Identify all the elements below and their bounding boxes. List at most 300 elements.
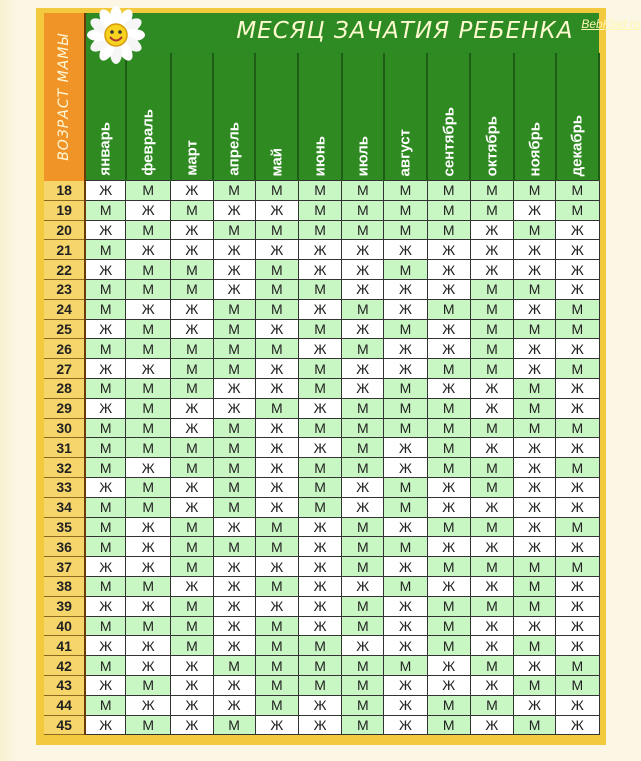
gender-cell: Ж — [85, 319, 125, 339]
table-row — [44, 418, 599, 438]
gender-cell: Ж — [298, 695, 341, 715]
gender-cell: Ж — [126, 537, 171, 557]
table-row — [44, 675, 599, 695]
gender-cell: М — [171, 537, 213, 557]
gender-cell: М — [255, 636, 298, 656]
gender-cell: М — [213, 438, 255, 458]
gender-cell: Ж — [126, 458, 171, 478]
gender-cell: Ж — [342, 636, 384, 656]
gender-cell: М — [514, 675, 556, 695]
gender-cell: Ж — [85, 359, 125, 379]
gender-cell: М — [342, 715, 384, 735]
gender-cell: Ж — [514, 359, 556, 379]
gender-cell: М — [427, 418, 470, 438]
gender-cell: Ж — [171, 418, 213, 438]
month-label: декабрь — [568, 114, 586, 176]
age-cell: 27 — [44, 359, 85, 379]
gender-cell: Ж — [342, 576, 384, 596]
table-row — [44, 181, 599, 201]
gender-cell: Ж — [427, 537, 470, 557]
gender-cell: Ж — [213, 398, 255, 418]
gender-cell: М — [556, 181, 599, 201]
gender-cell: М — [342, 220, 384, 240]
gender-cell: Ж — [514, 438, 556, 458]
table-row — [44, 517, 599, 537]
gender-cell: Ж — [514, 458, 556, 478]
gender-cell: М — [470, 319, 513, 339]
age-cell: 32 — [44, 458, 85, 478]
smiling-daisy-icon — [74, 13, 154, 63]
gender-cell: М — [556, 418, 599, 438]
gender-cell: М — [427, 200, 470, 220]
age-cell: 36 — [44, 537, 85, 557]
gender-cell: Ж — [427, 675, 470, 695]
gender-cell: М — [298, 200, 341, 220]
gender-cell: Ж — [470, 220, 513, 240]
gender-cell: М — [126, 616, 171, 636]
gender-cell: М — [255, 616, 298, 636]
gender-cell: Ж — [342, 260, 384, 280]
gender-cell: М — [556, 517, 599, 537]
gender-cell: Ж — [171, 715, 213, 735]
gender-cell: Ж — [384, 636, 427, 656]
gender-cell: М — [514, 398, 556, 418]
gender-cell: Ж — [298, 517, 341, 537]
gender-cell: Ж — [470, 398, 513, 418]
gender-cell: М — [384, 497, 427, 517]
age-cell: 42 — [44, 656, 85, 676]
gender-cell: Ж — [342, 279, 384, 299]
gender-cell: Ж — [126, 359, 171, 379]
gender-cell: Ж — [298, 260, 341, 280]
table-row — [44, 695, 599, 715]
gender-cell: Ж — [384, 715, 427, 735]
table-row — [44, 656, 599, 676]
gender-cell: Ж — [298, 240, 341, 260]
gender-cell: М — [470, 279, 513, 299]
gender-cell: Ж — [556, 279, 599, 299]
gender-cell: М — [342, 557, 384, 577]
gender-cell: Ж — [427, 319, 470, 339]
table-row — [44, 497, 599, 517]
month-header — [384, 53, 427, 181]
gender-cell: М — [427, 220, 470, 240]
gender-cell: М — [213, 656, 255, 676]
gender-cell: М — [126, 477, 171, 497]
gender-cell: М — [126, 339, 171, 359]
gender-cell: Ж — [298, 616, 341, 636]
gender-cell: М — [514, 576, 556, 596]
gender-cell: Ж — [427, 497, 470, 517]
gender-cell: М — [470, 695, 513, 715]
gender-cell: М — [213, 220, 255, 240]
table-row — [44, 576, 599, 596]
month-header — [342, 53, 384, 181]
gender-cell: Ж — [85, 181, 125, 201]
gender-cell: М — [427, 181, 470, 201]
gender-cell: М — [298, 319, 341, 339]
gender-cell: Ж — [85, 557, 125, 577]
gender-cell: М — [514, 418, 556, 438]
age-cell: 31 — [44, 438, 85, 458]
age-cell: 30 — [44, 418, 85, 438]
gender-cell: М — [342, 418, 384, 438]
age-cell: 23 — [44, 279, 85, 299]
gender-cell: М — [213, 477, 255, 497]
gender-cell: Ж — [384, 279, 427, 299]
gender-cell: М — [427, 398, 470, 418]
gender-cell: Ж — [427, 339, 470, 359]
gender-cell: Ж — [126, 240, 171, 260]
gender-cell: М — [85, 279, 125, 299]
gender-cell: Ж — [384, 359, 427, 379]
gender-cell: Ж — [470, 675, 513, 695]
gender-cell: М — [171, 517, 213, 537]
gender-cell: Ж — [171, 576, 213, 596]
table-row — [44, 715, 599, 735]
gender-cell: Ж — [213, 240, 255, 260]
table-row — [44, 240, 599, 260]
gender-cell: Ж — [171, 656, 213, 676]
gender-cell: М — [85, 299, 125, 319]
gender-cell: М — [427, 438, 470, 458]
gender-cell: Ж — [342, 319, 384, 339]
gender-cell: М — [255, 537, 298, 557]
gender-cell: Ж — [255, 240, 298, 260]
gender-cell: М — [342, 517, 384, 537]
gender-cell: Ж — [556, 260, 599, 280]
gender-cell: М — [126, 220, 171, 240]
gender-cell: Ж — [255, 359, 298, 379]
gender-cell: М — [126, 181, 171, 201]
gender-cell: Ж — [514, 200, 556, 220]
gender-cell: М — [298, 220, 341, 240]
gender-cell: М — [171, 596, 213, 616]
table-row — [44, 477, 599, 497]
gender-cell: М — [556, 675, 599, 695]
gender-cell: М — [342, 596, 384, 616]
gender-cell: Ж — [470, 537, 513, 557]
gender-cell: Ж — [342, 497, 384, 517]
gender-cell: Ж — [384, 557, 427, 577]
table-row — [44, 537, 599, 557]
gender-cell: М — [342, 339, 384, 359]
gender-cell: М — [470, 458, 513, 478]
page-shade — [0, 0, 18, 761]
gender-cell: М — [514, 596, 556, 616]
gender-cell: М — [255, 299, 298, 319]
title-banner — [85, 13, 641, 53]
month-label: март — [183, 140, 201, 176]
gender-cell: Ж — [384, 616, 427, 636]
gender-cell: Ж — [470, 616, 513, 636]
gender-cell: М — [171, 458, 213, 478]
gender-cell: Ж — [556, 576, 599, 596]
gender-cell: Ж — [556, 497, 599, 517]
gender-cell: Ж — [298, 339, 341, 359]
gender-cell: М — [427, 299, 470, 319]
site-link[interactable]: BebKlad.ru — [581, 17, 641, 31]
gender-cell: Ж — [342, 477, 384, 497]
gender-cell: М — [298, 477, 341, 497]
gender-cell: М — [342, 181, 384, 201]
gender-cell: Ж — [85, 398, 125, 418]
gender-cell: Ж — [171, 695, 213, 715]
age-cell: 26 — [44, 339, 85, 359]
gender-cell: М — [85, 576, 125, 596]
gender-cell: М — [298, 181, 341, 201]
gender-cell: Ж — [514, 299, 556, 319]
gender-cell: М — [470, 299, 513, 319]
gender-cell: Ж — [85, 675, 125, 695]
gender-cell: Ж — [514, 656, 556, 676]
month-header — [126, 53, 171, 181]
gender-cell: М — [213, 319, 255, 339]
age-cell: 37 — [44, 557, 85, 577]
gender-cell: Ж — [85, 477, 125, 497]
gender-cell: М — [126, 675, 171, 695]
gender-cell: М — [514, 181, 556, 201]
gender-cell: М — [213, 458, 255, 478]
gender-cell: М — [427, 616, 470, 636]
gender-cell: М — [213, 339, 255, 359]
gender-cell: Ж — [171, 181, 213, 201]
gender-cell: Ж — [255, 378, 298, 398]
table-row — [44, 636, 599, 656]
gender-cell: М — [470, 181, 513, 201]
gender-cell: М — [384, 537, 427, 557]
gender-cell: М — [384, 220, 427, 240]
age-cell: 24 — [44, 299, 85, 319]
gender-cell: М — [126, 260, 171, 280]
gender-cell: М — [384, 398, 427, 418]
month-header — [255, 53, 298, 181]
gender-cell: Ж — [213, 517, 255, 537]
gender-cell: Ж — [514, 477, 556, 497]
gender-cell: М — [298, 359, 341, 379]
gender-cell: М — [171, 378, 213, 398]
table-row — [44, 616, 599, 636]
month-label: июнь — [311, 135, 329, 176]
gender-cell: М — [213, 537, 255, 557]
gender-cell: Ж — [514, 695, 556, 715]
gender-cell: М — [85, 240, 125, 260]
gender-cell: М — [255, 576, 298, 596]
gender-cell: Ж — [255, 596, 298, 616]
gender-cell: Ж — [126, 695, 171, 715]
gender-cell: М — [255, 675, 298, 695]
gender-cell: М — [126, 576, 171, 596]
gender-cell: М — [255, 279, 298, 299]
gender-cell: Ж — [514, 260, 556, 280]
age-cell: 29 — [44, 398, 85, 418]
gender-cell: М — [384, 477, 427, 497]
gender-cell: М — [470, 517, 513, 537]
table-row — [44, 378, 599, 398]
gender-cell: М — [514, 378, 556, 398]
gender-cell: Ж — [298, 596, 341, 616]
gender-cell: Ж — [556, 398, 599, 418]
gender-cell: М — [255, 181, 298, 201]
gender-cell: М — [342, 458, 384, 478]
gender-cell: Ж — [126, 200, 171, 220]
gender-cell: М — [213, 715, 255, 735]
gender-cell: Ж — [171, 299, 213, 319]
gender-cell: М — [255, 695, 298, 715]
gender-cell: Ж — [514, 240, 556, 260]
age-cell: 19 — [44, 200, 85, 220]
age-cell: 39 — [44, 596, 85, 616]
gender-cell: М — [342, 616, 384, 636]
gender-cell: Ж — [126, 636, 171, 656]
month-header — [171, 53, 213, 181]
gender-cell: Ж — [384, 240, 427, 260]
gender-cell: М — [255, 220, 298, 240]
gender-cell: М — [255, 517, 298, 537]
gender-cell: М — [427, 517, 470, 537]
gender-cell: М — [126, 319, 171, 339]
gender-cell: Ж — [384, 458, 427, 478]
gender-cell: М — [126, 418, 171, 438]
gender-cell: Ж — [298, 438, 341, 458]
table-row — [44, 339, 599, 359]
month-label: август — [396, 128, 414, 176]
conception-chart-table — [44, 13, 641, 735]
gender-cell: М — [556, 458, 599, 478]
gender-cell: Ж — [85, 715, 125, 735]
gender-cell: М — [85, 497, 125, 517]
gender-cell: М — [384, 319, 427, 339]
gender-cell: Ж — [427, 656, 470, 676]
gender-cell: М — [556, 557, 599, 577]
gender-cell: Ж — [556, 240, 599, 260]
gender-cell: Ж — [556, 715, 599, 735]
gender-cell: М — [342, 695, 384, 715]
gender-cell: Ж — [384, 299, 427, 319]
gender-cell: Ж — [514, 517, 556, 537]
gender-cell: М — [171, 200, 213, 220]
gender-cell: Ж — [213, 576, 255, 596]
table-row — [44, 299, 599, 319]
gender-cell: М — [342, 537, 384, 557]
gender-cell: Ж — [171, 497, 213, 517]
gender-cell: Ж — [255, 200, 298, 220]
age-cell: 22 — [44, 260, 85, 280]
gender-cell: М — [85, 616, 125, 636]
gender-cell: М — [427, 458, 470, 478]
age-cell: 35 — [44, 517, 85, 537]
gender-cell: Ж — [213, 675, 255, 695]
month-header — [213, 53, 255, 181]
gender-cell: М — [171, 260, 213, 280]
gender-cell: М — [427, 636, 470, 656]
gender-cell: Ж — [427, 576, 470, 596]
gender-cell: Ж — [213, 378, 255, 398]
gender-cell: М — [126, 279, 171, 299]
gender-cell: Ж — [298, 398, 341, 418]
gender-cell: М — [556, 200, 599, 220]
gender-cell: М — [126, 438, 171, 458]
month-header — [470, 53, 513, 181]
month-label: ноябрь — [526, 121, 544, 176]
gender-cell: М — [298, 458, 341, 478]
month-header-row — [44, 53, 599, 181]
gender-cell: М — [298, 378, 341, 398]
gender-cell: Ж — [171, 319, 213, 339]
gender-cell: Ж — [342, 378, 384, 398]
gender-cell: Ж — [556, 339, 599, 359]
month-label: февраль — [139, 109, 157, 176]
gender-cell: М — [255, 260, 298, 280]
gender-cell: Ж — [342, 359, 384, 379]
table-row — [44, 220, 599, 240]
age-header-label: ВОЗРАСТ МАМЫ — [56, 32, 73, 161]
gender-cell: М — [384, 576, 427, 596]
gender-cell: Ж — [126, 596, 171, 616]
age-cell: 45 — [44, 715, 85, 735]
gender-cell: М — [213, 359, 255, 379]
gender-cell: Ж — [255, 319, 298, 339]
gender-cell: Ж — [213, 200, 255, 220]
gender-cell: М — [470, 200, 513, 220]
gender-cell: М — [384, 418, 427, 438]
gender-cell: Ж — [514, 497, 556, 517]
gender-cell: М — [298, 675, 341, 695]
month-label: сентябрь — [440, 106, 458, 176]
gender-cell: Ж — [556, 616, 599, 636]
gender-cell: М — [384, 260, 427, 280]
month-header — [298, 53, 341, 181]
age-cell: 18 — [44, 181, 85, 201]
month-label: апрель — [225, 122, 243, 176]
age-cell: 20 — [44, 220, 85, 240]
gender-cell: М — [85, 438, 125, 458]
month-label: октябрь — [483, 115, 501, 176]
gender-cell: Ж — [514, 537, 556, 557]
gender-cell: Ж — [514, 339, 556, 359]
gender-cell: Ж — [213, 557, 255, 577]
gender-cell: Ж — [171, 398, 213, 418]
gender-cell: М — [85, 378, 125, 398]
gender-cell: М — [556, 319, 599, 339]
gender-cell: М — [470, 557, 513, 577]
month-label: май — [268, 147, 286, 176]
age-cell: 41 — [44, 636, 85, 656]
gender-cell: М — [213, 299, 255, 319]
gender-cell: М — [85, 695, 125, 715]
gender-cell: М — [255, 339, 298, 359]
gender-cell: Ж — [85, 596, 125, 616]
gender-cell: М — [427, 695, 470, 715]
gender-cell: Ж — [298, 576, 341, 596]
gender-cell: М — [427, 359, 470, 379]
gender-cell: Ж — [384, 438, 427, 458]
age-cell: 44 — [44, 695, 85, 715]
gender-cell: Ж — [556, 378, 599, 398]
gender-cell: Ж — [342, 240, 384, 260]
gender-cell: Ж — [171, 220, 213, 240]
gender-cell: Ж — [126, 656, 171, 676]
gender-cell: М — [342, 675, 384, 695]
gender-cell: Ж — [427, 279, 470, 299]
gender-cell: М — [470, 359, 513, 379]
gender-cell: Ж — [126, 557, 171, 577]
gender-cell: Ж — [85, 260, 125, 280]
chart-body — [44, 181, 599, 735]
gender-cell: М — [342, 398, 384, 418]
gender-cell: М — [171, 636, 213, 656]
gender-cell: М — [126, 378, 171, 398]
